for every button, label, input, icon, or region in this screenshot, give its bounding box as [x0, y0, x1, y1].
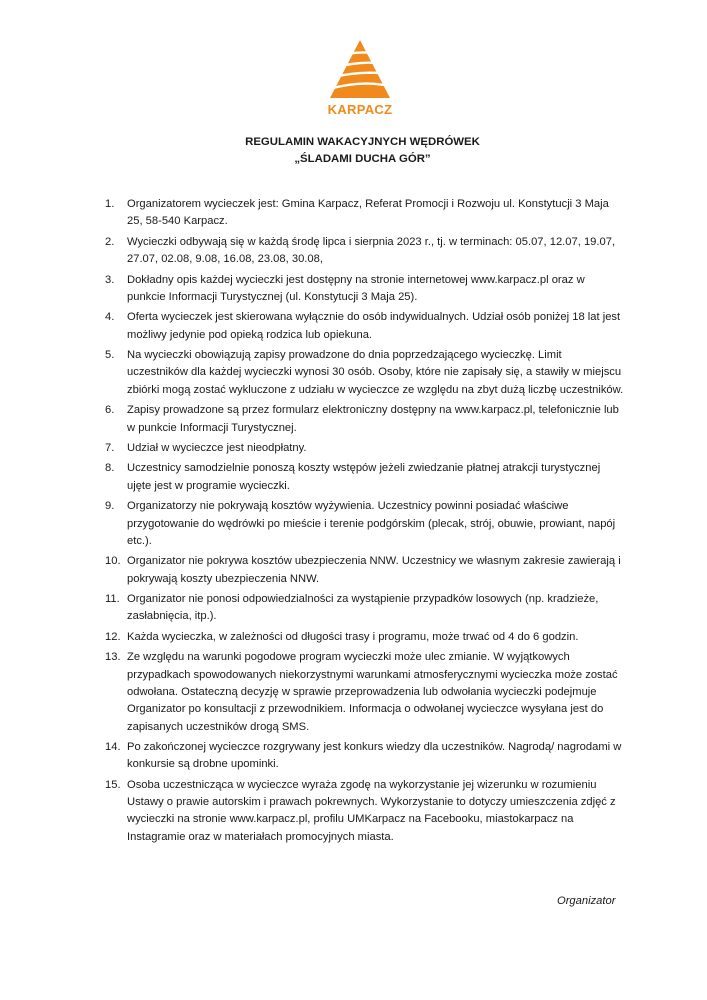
rule-item [105, 309, 625, 344]
rule-number: 6. [105, 404, 115, 417]
rule-text: Każda wycieczka, w zależności od długości trasy i programu, może trwać od 4 do 6 godzin. [127, 630, 579, 643]
rule-number: 2. [105, 235, 115, 248]
rule-text: Ze względu na warunki pogodowe program wycieczki może ulec zmianie. W wyjątkowych przypadkach spowodowanych niekorzystnymi warunkami atmosferycznymi wycieczka może zostać odwołana. Ostateczną decyzję w sprawie przeprowadzenia lub odwołania wycieczki podejmuje Organizator po konsultacji z przewodnikiem. Informacja o odwołanej wycieczce wysyłana jest do zapisanych uczestników drogą SMS. [127, 651, 618, 733]
rule-number: 12. [105, 630, 121, 643]
karpacz-mountain-logo-icon [330, 40, 390, 98]
document-title [0, 134, 707, 168]
rule-item [105, 777, 625, 846]
rule-number: 13. [105, 651, 121, 664]
rule-text: Organizator nie pokrywa kosztów ubezpieczenia NNW. Uczestnicy we własnym zakresie zawierają i pokrywają koszty ubezpieczenia NNW. [127, 555, 621, 585]
rule-item [105, 460, 625, 495]
rule-text: Na wycieczki obowiązują zapisy prowadzone do dnia poprzedzającego wycieczkę. Limit uczestników dla każdej wycieczki wynosi 30 osób. Osoby, które nie zapisały się, a stawiły w miejscu zbiórki mogą zostać wykluczone z udziału w wycieczce ze względu na zbyt dużą liczbę uczestników. [127, 349, 624, 396]
rule-text: Osoba uczestnicząca w wycieczce wyraża zgodę na wykorzystanie jej wizerunku w rozumieniu Ustawy o prawie autorskim i prawach pokrewnych. Wykorzystanie to dotyczy umieszczenia zdjęć z wycieczki na stronie www.karpacz.pl, profilu UMKarpacz na Facebooku, miastokarpacz na Instagramie oraz w materiałach promocyjnych miasta. [127, 778, 616, 843]
rule-text: Organizatorzy nie pokrywają kosztów wyżywienia. Uczestnicy powinni posiadać właściwe przygotowanie do wędrówki po mieście i terenie podgórskim (plecak, strój, obuwie, prowiant, napój etc.). [127, 500, 616, 547]
rule-text: Wycieczki odbywają się w każdą środę lipca i sierpnia 2023 r., tj. w terminach: 05.07, 12.07, 19.07, 27.07, 02.08, 9.08, 16.08, 23.08, 30.08, [127, 235, 616, 266]
rule-number: 4. [105, 311, 115, 324]
rule-item [105, 272, 625, 307]
rule-item [105, 234, 625, 269]
rule-number: 10. [105, 555, 121, 568]
rule-text: Po zakończonej wycieczce rozgrywany jest konkurs wiedzy dla uczestników. Nagrodą/ nagrodami w konkursie są drobne upominki. [127, 741, 622, 771]
rule-number: 3. [105, 273, 115, 286]
organizer-signature: Organizator [557, 895, 616, 907]
rule-item [105, 649, 625, 735]
rule-number: 11. [105, 593, 120, 606]
rule-text: Udział w wycieczce jest nieodpłatny. [127, 441, 307, 454]
title-line-2: „ŚLADAMI DUCHA GÓR” [294, 153, 431, 165]
title-line-1: REGULAMIN WAKACYJNYCH WĘDRÓWEK [245, 136, 480, 148]
rule-text: Organizatorem wycieczek jest: Gmina Karpacz, Referat Promocji i Rozwoju ul. Konstytucji 3 Maja 25, 58-540 Karpacz. [127, 198, 609, 228]
rule-item [105, 196, 625, 231]
rule-text: Organizator nie ponosi odpowiedzialności za wystąpienie przypadków losowych (np. kradzieże, zasłabnięcia, itp.). [127, 593, 599, 623]
rule-text: Uczestnicy samodzielnie ponoszą koszty wstępów jeżeli zwiedzanie płatnej atrakcji turystycznej ujęte jest w programie wycieczki. [127, 462, 601, 492]
rule-item [105, 591, 625, 626]
rule-number: 14. [105, 741, 121, 754]
rule-item [105, 402, 625, 437]
rule-text: Zapisy prowadzone są przez formularz elektroniczny dostępny na www.karpacz.pl, telefonicznie lub w punkcie Informacji Turystycznej. [127, 404, 619, 434]
rule-number: 15. [105, 778, 121, 791]
rule-item [105, 347, 625, 399]
rule-number: 1. [105, 198, 115, 210]
rule-item [105, 440, 625, 457]
rule-item [105, 553, 625, 588]
rule-item [105, 498, 625, 550]
rule-number: 9. [105, 500, 115, 513]
karpacz-logo [322, 40, 398, 120]
rule-text: Oferta wycieczek jest skierowana wyłącznie do osób indywidualnych. Udział osób poniżej 18 lat jest możliwy jedynie pod opieką rodzica lub opiekuna. [127, 311, 621, 341]
rule-number: 8. [105, 462, 115, 475]
rule-item [105, 629, 625, 646]
rule-text: Dokładny opis każdej wycieczki jest dostępny na stronie internetowej www.karpacz.pl oraz w punkcie Informacji Turystycznej (ul. Konstytucji 3 Maja 25). [127, 273, 585, 303]
rule-number: 5. [105, 349, 115, 362]
rules-list [105, 196, 625, 849]
rule-number: 7. [105, 441, 115, 454]
rule-item [105, 739, 625, 774]
logo-text: KARPACZ [327, 102, 393, 117]
